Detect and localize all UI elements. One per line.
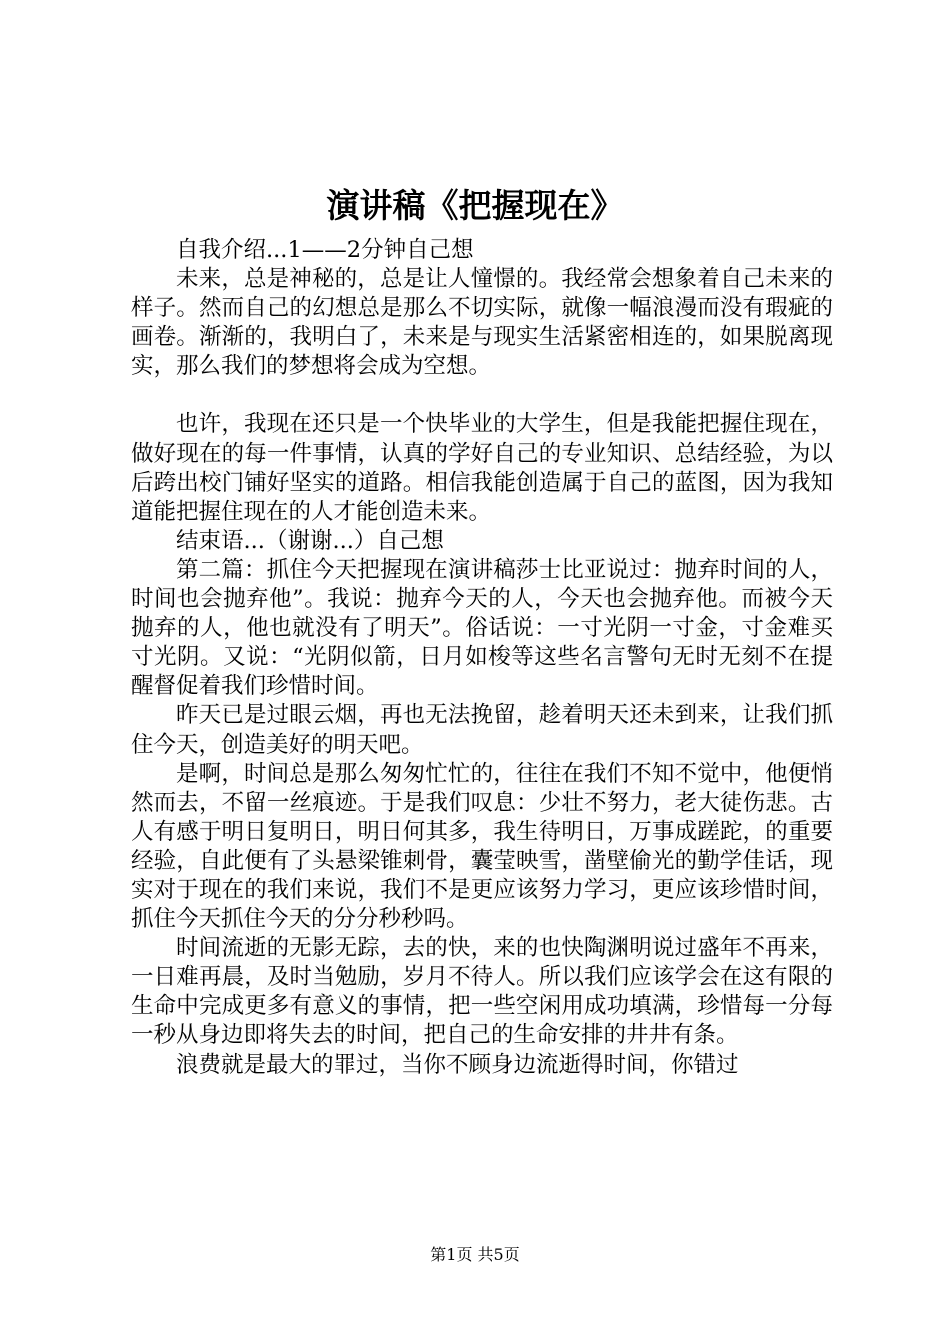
paragraph-time-passes: 时间流逝的无影无踪，去的快，来的也快陶渊明说过盛年不再来，一日难再晨，及时当勉励，岁月不待人。所以我们应该学会在这有限的生命中完成更多有意义的事情，把一些空闲用成功填满，珍惜每一分每一秒从身边即将失去的时间，把自己的生命安排的井井有条。 — [131, 935, 833, 1049]
paragraph-self-intro: 自我介绍...1——2分钟自己想 — [176, 237, 474, 263]
page-footer: 第1页 共5页 — [430, 1245, 520, 1264]
document-body — [131, 236, 833, 1080]
paragraph-present: 也许，我现在还只是一个快毕业的大学生，但是我能把握住现在，做好现在的每一件事情，认真的学好自己的专业知识、总结经验，为以后跨出校门铺好坚实的道路。相信我能创造属于自己的蓝图，因为我知道能把握住现在的人才能创造未来。 — [131, 411, 833, 525]
paragraph-waste: 浪费就是最大的罪过，当你不顾身边流逝得时间，你错过 — [176, 1051, 739, 1078]
paragraph-yesterday: 昨天已是过眼云烟，再也无法挽留，趁着明天还未到来，让我们抓住今天，创造美好的明天吧。 — [131, 702, 833, 758]
document-title: 演讲稿《把握现在》 — [326, 186, 624, 225]
paragraph-second-article: 第二篇：抓住今天把握现在演讲稿莎士比亚说过：抛弃时间的人，时间也会抛弃他”。我说：抛弃今天的人，今天也会抛弃他。而被今天抛弃的人，他也就没有了明天”。俗话说：一寸光阴一寸金，寸金难买寸光阴。又说：“光阴似箭，日月如梭等这些名言警句无时无刻不在提醒督促着我们珍惜时间。 — [131, 556, 833, 700]
paragraph-closing: 结束语...（谢谢...）自己想 — [176, 527, 444, 554]
paragraph-time-hurries: 是啊，时间总是那么匆匆忙忙的，往往在我们不知不觉中，他便悄然而去，不留一丝痕迹。于是我们叹息：少壮不努力，老大徒伤悲。古人有感于明日复明日，明日何其多，我生待明日，万事成蹉跎，的重要经验，自此便有了头悬梁锥刺骨，囊莹映雪，凿壁偷光的勤学佳话，现实对于现在的我们来说，我们不是更应该努力学习，更应该珍惜时间，抓住今天抓住今天的分分秒秒吗。 — [131, 760, 833, 933]
paragraph-future: 未来，总是神秘的，总是让人憧憬的。我经常会想象着自己未来的样子。然而自己的幻想总是那么不切实际，就像一幅浪漫而没有瑕疵的画卷。渐渐的，我明白了，未来是与现实生活紧密相连的，如果脱离现实，那么我们的梦想将会成为空想。 — [131, 266, 833, 380]
